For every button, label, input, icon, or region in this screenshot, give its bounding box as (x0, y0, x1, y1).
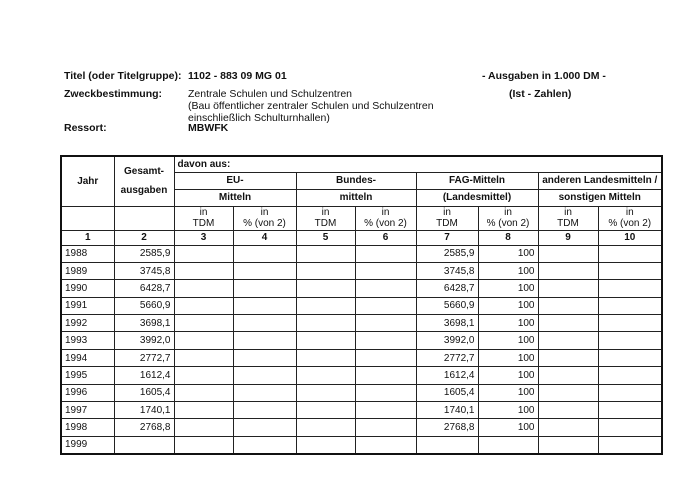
cell-andere-tdm (538, 262, 598, 279)
table-row (61, 315, 662, 332)
cell-andere-pct (598, 245, 662, 262)
header-bund-1: Bundes- (296, 172, 416, 189)
cell-jahr: 1997 (61, 402, 114, 419)
cell-andere-pct (598, 297, 662, 314)
cell-bund-pct (355, 245, 416, 262)
table-row (61, 436, 662, 453)
col-number: 6 (355, 230, 416, 245)
cell-eu-pct (233, 332, 296, 349)
cell-fag-tdm: 5660,9 (416, 297, 478, 314)
cell-eu-pct (233, 419, 296, 436)
cell-eu-tdm (174, 245, 233, 262)
cell-eu-pct (233, 297, 296, 314)
cell-eu-tdm (174, 297, 233, 314)
header-bund-2: mitteln (296, 189, 416, 206)
sub-fag-tdm: in TDM (416, 206, 478, 230)
cell-bund-pct (355, 419, 416, 436)
cell-jahr: 1998 (61, 419, 114, 436)
cell-jahr: 1989 (61, 262, 114, 279)
cell-eu-tdm (174, 384, 233, 401)
cell-gesamt (114, 436, 174, 453)
table-row (61, 402, 662, 419)
cell-eu-pct (233, 262, 296, 279)
cell-eu-pct (233, 436, 296, 453)
cell-andere-tdm (538, 384, 598, 401)
header-gesamt: Gesamt- ausgaben (114, 156, 174, 206)
cell-bund-tdm (296, 315, 355, 332)
sub-empty-1 (61, 206, 114, 230)
cell-fag-pct: 100 (478, 262, 538, 279)
cell-bund-tdm (296, 280, 355, 297)
col-number: 9 (538, 230, 598, 245)
table-row (61, 297, 662, 314)
col-number: 3 (174, 230, 233, 245)
cell-andere-tdm (538, 245, 598, 262)
header-andere-1: anderen Landesmitteln / (538, 172, 662, 189)
cell-fag-tdm: 3698,1 (416, 315, 478, 332)
cell-gesamt: 3698,1 (114, 315, 174, 332)
cell-bund-pct (355, 436, 416, 453)
header-andere-2: sonstigen Mitteln (538, 189, 662, 206)
cell-bund-tdm (296, 349, 355, 366)
cell-fag-tdm (416, 436, 478, 453)
cell-gesamt: 3745,8 (114, 262, 174, 279)
cell-bund-pct (355, 332, 416, 349)
cell-bund-tdm (296, 332, 355, 349)
cell-eu-tdm (174, 280, 233, 297)
header-eu-1: EU- (174, 172, 296, 189)
cell-bund-tdm (296, 419, 355, 436)
cell-andere-pct (598, 384, 662, 401)
header-jahr: Jahr (61, 156, 114, 206)
cell-eu-tdm (174, 436, 233, 453)
cell-eu-tdm (174, 262, 233, 279)
sub-bund-tdm: in TDM (296, 206, 355, 230)
cell-andere-pct (598, 419, 662, 436)
cell-andere-tdm (538, 402, 598, 419)
table-row (61, 245, 662, 262)
cell-eu-tdm (174, 349, 233, 366)
zweck-line-1: Zentrale Schulen und Schulzentren (188, 88, 353, 100)
header-eu-2: Mitteln (174, 189, 296, 206)
cell-fag-tdm: 3992,0 (416, 332, 478, 349)
cell-fag-tdm: 2768,8 (416, 419, 478, 436)
cell-eu-pct (233, 384, 296, 401)
cell-andere-tdm (538, 419, 598, 436)
cell-eu-pct (233, 245, 296, 262)
col-number: 5 (296, 230, 355, 245)
cell-fag-pct: 100 (478, 245, 538, 262)
cell-fag-pct: 100 (478, 367, 538, 384)
cell-eu-tdm (174, 315, 233, 332)
col-number: 4 (233, 230, 296, 245)
cell-bund-tdm (296, 384, 355, 401)
cell-eu-tdm (174, 367, 233, 384)
cell-fag-pct: 100 (478, 402, 538, 419)
cell-andere-tdm (538, 367, 598, 384)
cell-gesamt: 2585,9 (114, 245, 174, 262)
cell-jahr: 1995 (61, 367, 114, 384)
cell-bund-pct (355, 402, 416, 419)
cell-andere-pct (598, 402, 662, 419)
cell-bund-tdm (296, 245, 355, 262)
cell-fag-tdm: 3745,8 (416, 262, 478, 279)
cell-gesamt: 1612,4 (114, 367, 174, 384)
ausgaben-note: - Ausgaben in 1.000 DM - (482, 70, 606, 82)
cell-fag-pct: 100 (478, 297, 538, 314)
cell-bund-pct (355, 262, 416, 279)
cell-bund-tdm (296, 297, 355, 314)
cell-bund-pct (355, 315, 416, 332)
cell-andere-pct (598, 332, 662, 349)
cell-jahr: 1992 (61, 315, 114, 332)
cell-jahr: 1988 (61, 245, 114, 262)
cell-fag-pct: 100 (478, 332, 538, 349)
cell-bund-pct (355, 349, 416, 366)
cell-gesamt: 3992,0 (114, 332, 174, 349)
col-number: 7 (416, 230, 478, 245)
sub-andere-pct: in % (von 2) (598, 206, 662, 230)
sub-fag-pct: in % (von 2) (478, 206, 538, 230)
cell-fag-tdm: 1612,4 (416, 367, 478, 384)
cell-bund-tdm (296, 262, 355, 279)
titel-label: Titel (oder Titelgruppe): (64, 70, 182, 82)
header-davon: davon aus: (174, 156, 662, 172)
ist-note: (Ist - Zahlen) (509, 88, 572, 100)
cell-gesamt: 5660,9 (114, 297, 174, 314)
cell-eu-pct (233, 280, 296, 297)
cell-bund-tdm (296, 436, 355, 453)
col-number: 10 (598, 230, 662, 245)
cell-andere-tdm (538, 436, 598, 453)
cell-gesamt: 2768,8 (114, 419, 174, 436)
cell-fag-tdm: 1740,1 (416, 402, 478, 419)
cell-eu-tdm (174, 402, 233, 419)
zweck-line-2: (Bau öffentlicher zentraler Schulen und Schulzentren (188, 100, 434, 112)
table-row (61, 367, 662, 384)
cell-fag-pct: 100 (478, 419, 538, 436)
ressort-label: Ressort: (64, 122, 107, 134)
cell-fag-tdm: 6428,7 (416, 280, 478, 297)
table-row (61, 262, 662, 279)
cell-fag-pct: 100 (478, 384, 538, 401)
titel-value: 1102 - 883 09 MG 01 (188, 70, 287, 82)
cell-eu-pct (233, 315, 296, 332)
sub-bund-pct: in % (von 2) (355, 206, 416, 230)
cell-andere-tdm (538, 280, 598, 297)
cell-andere-pct (598, 367, 662, 384)
cell-andere-tdm (538, 349, 598, 366)
cell-jahr: 1991 (61, 297, 114, 314)
cell-eu-tdm (174, 419, 233, 436)
sub-eu-tdm: in TDM (174, 206, 233, 230)
column-number-row (61, 230, 662, 245)
cell-fag-tdm: 2585,9 (416, 245, 478, 262)
cell-andere-tdm (538, 297, 598, 314)
sub-andere-tdm: in TDM (538, 206, 598, 230)
table-row (61, 332, 662, 349)
cell-bund-pct (355, 367, 416, 384)
cell-andere-tdm (538, 332, 598, 349)
cell-fag-pct (478, 436, 538, 453)
cell-jahr: 1996 (61, 384, 114, 401)
col-number: 8 (478, 230, 538, 245)
cell-andere-tdm (538, 315, 598, 332)
header-fag-2: (Landesmittel) (416, 189, 538, 206)
cell-fag-pct: 100 (478, 280, 538, 297)
cell-fag-pct: 100 (478, 349, 538, 366)
zweck-line-3: einschließlich Schulturnhallen) (188, 112, 330, 124)
col-number: 2 (114, 230, 174, 245)
cell-jahr: 1990 (61, 280, 114, 297)
cell-jahr: 1994 (61, 349, 114, 366)
cell-fag-tdm: 2772,7 (416, 349, 478, 366)
expenditure-table (60, 155, 663, 455)
sub-eu-pct: in % (von 2) (233, 206, 296, 230)
cell-eu-pct (233, 349, 296, 366)
cell-fag-tdm: 1605,4 (416, 384, 478, 401)
cell-gesamt: 1740,1 (114, 402, 174, 419)
cell-jahr: 1999 (61, 436, 114, 453)
cell-fag-pct: 100 (478, 315, 538, 332)
cell-andere-pct (598, 315, 662, 332)
cell-andere-pct (598, 262, 662, 279)
table-row (61, 419, 662, 436)
table-row (61, 349, 662, 366)
cell-eu-pct (233, 367, 296, 384)
cell-eu-pct (233, 402, 296, 419)
cell-gesamt: 2772,7 (114, 349, 174, 366)
cell-andere-pct (598, 280, 662, 297)
cell-andere-pct (598, 436, 662, 453)
cell-bund-pct (355, 297, 416, 314)
cell-eu-tdm (174, 332, 233, 349)
cell-bund-pct (355, 384, 416, 401)
zweck-label: Zweckbestimmung: (64, 88, 163, 100)
cell-andere-pct (598, 349, 662, 366)
table-row (61, 280, 662, 297)
cell-bund-tdm (296, 367, 355, 384)
sub-empty-2 (114, 206, 174, 230)
table-row (61, 384, 662, 401)
header-fag-1: FAG-Mitteln (416, 172, 538, 189)
cell-jahr: 1993 (61, 332, 114, 349)
cell-gesamt: 6428,7 (114, 280, 174, 297)
cell-gesamt: 1605,4 (114, 384, 174, 401)
cell-bund-tdm (296, 402, 355, 419)
ressort-value: MBWFK (188, 122, 229, 134)
cell-bund-pct (355, 280, 416, 297)
col-number: 1 (61, 230, 114, 245)
